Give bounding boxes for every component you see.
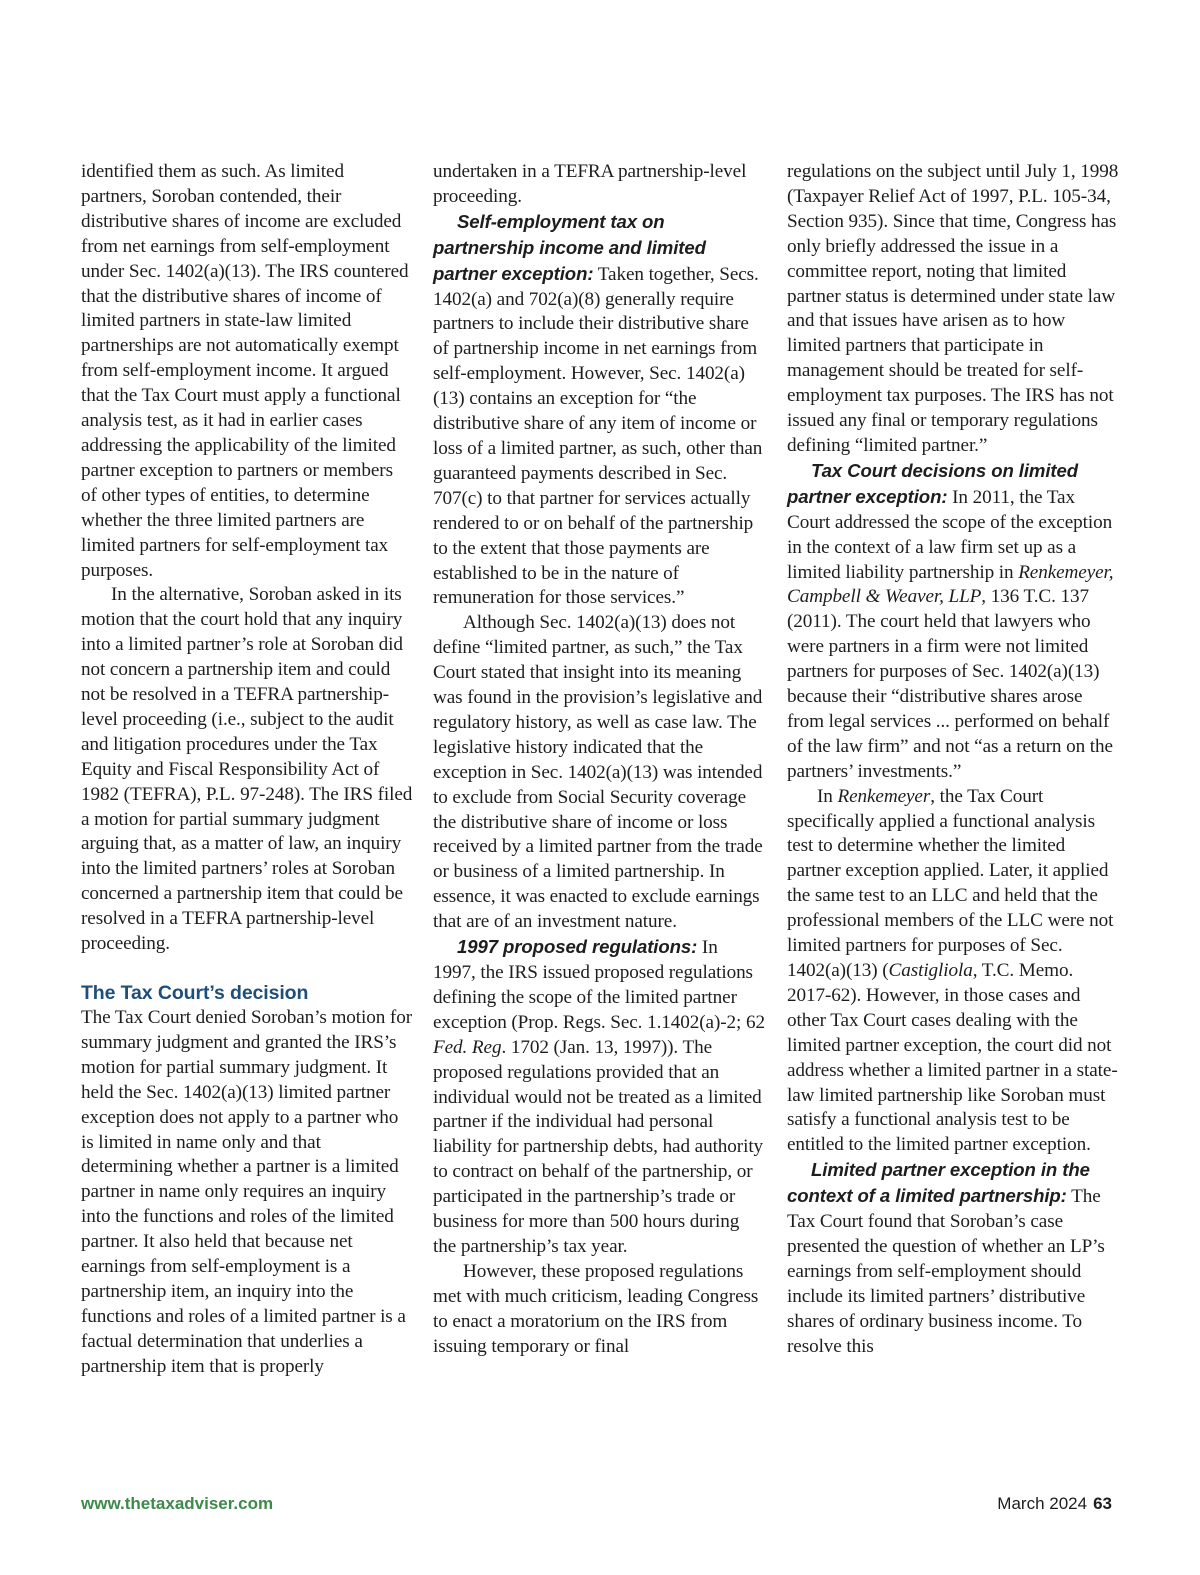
col1-paragraph-3: The Tax Court denied Soroban’s motion for summary judgment and granted the IRS’s motion for partial summary judgment. It held the Sec. 1402(a)(13) limited partner exception does not apply to a partner who is limited in name only and that determining whether a partner is a limited partner in name only requires an inquiry into the functions and roles of the limited partner. It also held that because net earnings from self-employment is a partnership item, an inquiry into the functions and roles of a limited partner is a factual determination that underlies a partnership item that is properly: [81, 1007, 412, 1377]
col2-paragraph-3: Although Sec. 1402(a)(13) does not define “limited partner, as such,” the Tax Court stated that insight into its meaning was found in the provision’s legislative and regulatory history, as well as case law. The legislative history indicated that the exception in Sec. 1402(a)(13) was intended to exclude from Social Security coverage the distributive share of income or loss received by a limited partner from the trade or business of a limited partnership. In essence, it was enacted to exclude earnings that are of an investment nature.: [433, 612, 763, 933]
paragraph-text: , T.C. Memo. 2017-62). However, in those cases and other Tax Court cases dealing with the limited partner exception, the court did not address whether a limited partner in a state-law limited partnership like Soroban must satisfy a functional analysis test to be entitled to the limited partner exception.: [787, 960, 1118, 1156]
issue-date: March 2024: [997, 1494, 1088, 1513]
run-in-heading: Limited partner exception in the context of a limited partnership:: [787, 1159, 1090, 1207]
paragraph-text: . 1702 (Jan. 13, 1997)). The proposed regulations provided that an individual would not be treated as a limited partner if the individual had personal liability for partnership debts, had authority to contract on behalf of the partnership, or participated in the partnership’s trade or business for more than 500 hours during the partnership’s tax year.: [433, 1036, 764, 1257]
paragraph-text: Taken together, Secs. 1402(a) and 702(a)(8) generally require partners to include their distributive share of partnership income in net earnings from self-employment. However, Sec. 1402(a)(13) contains an exception for “the distributive share of any item of income or loss of a limited partner, as such, other than guaranteed payments described in Sec. 707(c) to that partner for services actually rendered to or on behalf of the partnership to the extent that those payments are established to be in the nature of remuneration for those services.”: [433, 263, 763, 609]
italic-case-name: Castigliola: [888, 960, 973, 981]
paragraph-text: In: [817, 785, 838, 807]
column-3: [787, 160, 1119, 1360]
run-in-heading: Tax Court decisions on limited partner exception:: [787, 459, 1078, 507]
footer-website-link[interactable]: www.thetaxadviser.com: [81, 1494, 274, 1513]
col3-paragraph-1: regulations on the subject until July 1, 1998 (Taxpayer Relief Act of 1997, P.L. 105-34, Section 935). Since that time, Congress has only briefly addressed the issue in a committee report, noting that limited partner status is determined under state law and that issues have arisen as to how limited partners that participate in management should be treated for self-employment tax purposes. The IRS has not issued any final or temporary regulations defining “limited partner.”: [787, 161, 1119, 456]
paragraph-text: , the Tax Court specifically applied a functional analysis test to determine whether the limited partner exception applied. Later, it applied the same test to an LLC and held that the professional members of the LLC were not limited partners for purposes of Sec. 1402(a)(13) (: [787, 785, 1114, 981]
paragraph-text: In 2011, the Tax Court addressed the scope of the exception in the context of a law firm set up as a limited liability partnership in: [787, 486, 1113, 583]
footer-issue: [997, 1494, 1112, 1514]
col3-paragraph-4: [787, 1158, 1119, 1359]
col3-paragraph-3: [787, 785, 1119, 1159]
col1-paragraph-1: identified them as such. As limited partners, Soroban contended, their distributive shares of income are excluded from net earnings from self-employment under Sec. 1402(a)(13). The IRS countered that the distributive shares of income of limited partners in state-law limited partnerships are not automatically exempt from self-employment income. It argued that the Tax Court must apply a functional analysis test, as it had in earlier cases addressing the applicability of the limited partner exception to partners or members of other types of entities, to determine whether the three limited partners are limited partners for self-employment tax purposes.: [81, 161, 409, 581]
page-number: 63: [1093, 1494, 1112, 1513]
col2-paragraph-2: [433, 210, 765, 612]
paragraph-text: , 136 T.C. 137 (2011). The court held that lawyers who were partners in a firm were not limited partners for purposes of Sec. 1402(a)(13) because their “distributive shares arose from legal services ... performed on behalf of the law firm” and not “as a return on the partners’ investments.”: [787, 586, 1113, 782]
paragraph-text: In 1997, the IRS issued proposed regulations defining the scope of the limited partner exception (Prop. Regs. Sec. 1.1402(a)-2; 62: [433, 937, 765, 1033]
column-2: [433, 160, 765, 1360]
italic-case-name: Renkemeyer, Campbell & Weaver, LLP: [787, 561, 1114, 608]
run-in-heading: Self-employment tax on partnership income and limited partner exception:: [433, 210, 706, 284]
col2-paragraph-5: However, these proposed regulations met with much criticism, leading Congress to enact a moratorium on the IRS from issuing temporary or final: [433, 1260, 759, 1357]
run-in-heading: 1997 proposed regulations:: [457, 936, 698, 958]
col3-paragraph-2: [787, 459, 1119, 785]
col1-paragraph-2: In the alternative, Soroban asked in its motion that the court hold that any inquiry into a limited partner’s role at Soroban did not concern a partnership item and could not be resolved in a TEFRA partnership-level proceeding (i.e., subject to the audit and litigation procedures under the Tax Equity and Fiscal Responsibility Act of 1982 (TEFRA), P.L. 97-248). The IRS filed a motion for partial summary judgment arguing that, as a matter of law, an inquiry into the limited partners’ roles at Soroban concerned a partnership item that could be resolved in a TEFRA partnership-level proceeding.: [81, 584, 413, 955]
column-1: [81, 160, 413, 1380]
section-heading: The Tax Court’s decision: [81, 982, 309, 1004]
italic-citation: Fed. Reg: [433, 1036, 502, 1058]
italic-case-name: Renkemeyer: [837, 785, 931, 807]
col2-paragraph-1: undertaken in a TEFRA partnership-level proceeding.: [433, 161, 747, 207]
col2-paragraph-4: [433, 935, 765, 1260]
paragraph-text: The Tax Court found that Soroban’s case presented the question of whether an LP’s earnings from self-employment should include its limited partners’ distributive shares of ordinary business income. To resolve this: [787, 1186, 1105, 1357]
